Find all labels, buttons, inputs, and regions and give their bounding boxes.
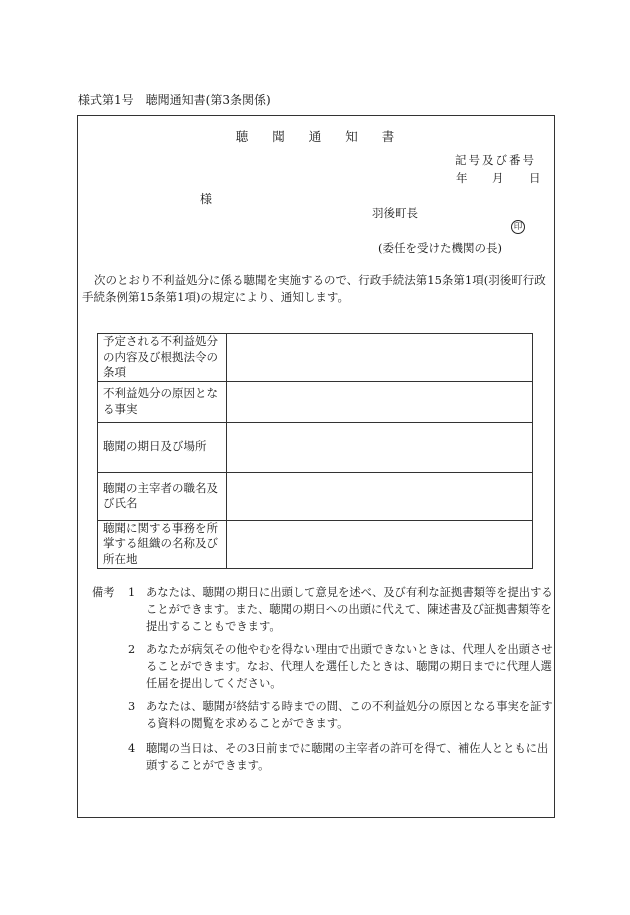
reference-number-label: 記号及び番号	[455, 153, 536, 167]
date-year-label: 年	[456, 171, 468, 185]
note-text: あなたが病気その他やむを得ない理由で出頭できないときは、代理人を出頭させることができます。なお、代理人を選任したときは、聴聞の期日までに代理人選任届を提出してください。	[146, 643, 553, 690]
row-value	[227, 422, 533, 472]
row-value	[227, 334, 533, 382]
date-month-label: 月	[492, 171, 504, 185]
table-row	[98, 334, 533, 382]
row-value	[227, 472, 533, 520]
row-label: 聴聞の期日及び場所	[98, 422, 227, 472]
delegate-note: (委任を受けた機関の長)	[378, 241, 502, 255]
table-row	[98, 472, 533, 520]
seal-mark: 印	[511, 220, 525, 234]
hearing-details-table	[97, 333, 533, 569]
table-row	[98, 381, 533, 422]
row-value	[227, 381, 533, 422]
title-char: 通	[308, 129, 322, 144]
body-text: 次のとおり不利益処分に係る聴聞を実施するので、行政手続法第15条第1項(羽後町行政手続条例第15条第1項)の規定により、通知します。	[82, 273, 546, 304]
title-char: 聞	[272, 129, 285, 144]
notes-heading: 備考	[92, 586, 115, 599]
document-title	[0, 127, 630, 145]
table-row	[98, 520, 533, 568]
note-number: 2	[128, 643, 136, 656]
title-char: 知	[345, 129, 358, 144]
note-number: 4	[128, 742, 136, 755]
title-char: 書	[381, 129, 395, 144]
note-text: あなたは、聴聞の期日に出頭して意見を述べ、及び有利な証拠書類等を提出することができます。また、聴聞の期日への出頭に代えて、陳述書及び証拠書類等を提出することもできます。	[146, 586, 553, 633]
note-number: 3	[128, 700, 136, 713]
table-row	[98, 422, 533, 472]
form-label: 様式第1号 聴聞通知書(第3条関係)	[78, 93, 271, 107]
row-label: 聴聞の主宰者の職名及び氏名	[98, 472, 227, 520]
body-paragraph	[82, 272, 552, 306]
row-label: 不利益処分の原因となる事実	[98, 381, 227, 422]
date-day-label: 日	[529, 171, 541, 185]
addressee-suffix: 様	[200, 192, 213, 206]
issuer-title: 羽後町長	[372, 206, 418, 220]
note-text: あなたは、聴聞が終結する時までの間、この不利益処分の原因となる事実を証する資料の閲覧を求めることができます。	[146, 700, 553, 730]
note-text: 聴聞の当日は、その3日前までに聴聞の主宰者の許可を得て、補佐人とともに出頭することができます。	[146, 742, 549, 772]
title-char: 聴	[235, 129, 249, 144]
note-number: 1	[128, 586, 136, 599]
row-label: 聴聞に関する事務を所掌する組織の名称及び所在地	[98, 520, 227, 568]
row-value	[227, 520, 533, 568]
row-label: 予定される不利益処分の内容及び根拠法令の条項	[98, 334, 227, 382]
